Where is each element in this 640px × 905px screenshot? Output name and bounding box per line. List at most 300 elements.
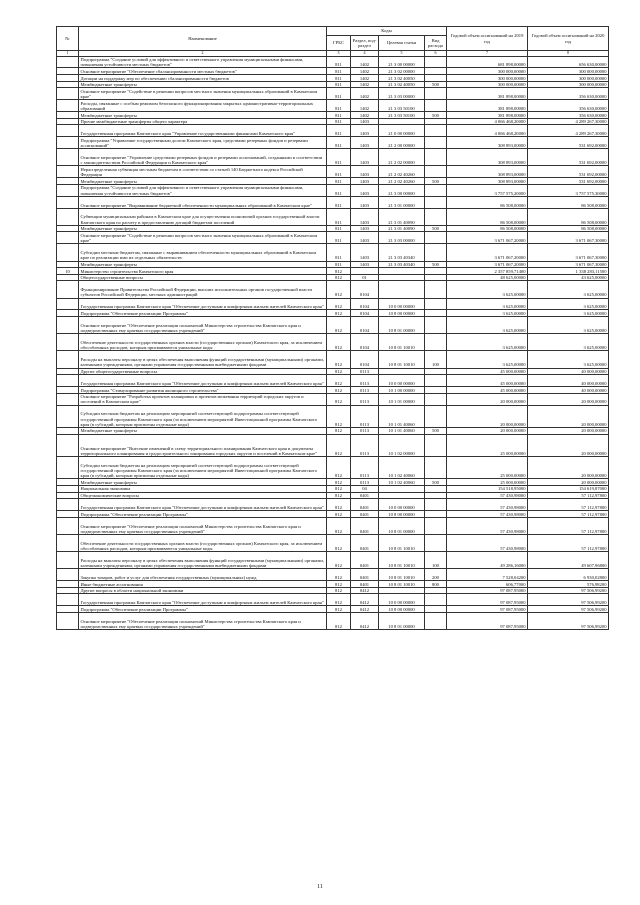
row-vr: 500 <box>425 178 447 185</box>
row-amount-2020: 4 289 267,30000 <box>528 125 609 137</box>
row-amount-2020: 97 506,99200 <box>528 606 609 613</box>
row-vr <box>425 118 447 125</box>
row-name: Субсидии местным бюджетам, связанные с выравниванием обеспеченности муниципальных образований в Камчатском крае по реализации ими их отдельных обязательств <box>79 244 327 261</box>
row-amount-2020: 531 692,00000 <box>528 166 609 178</box>
row-grbs: 812 <box>327 427 351 434</box>
row-rzpr: 0113 <box>351 393 379 405</box>
row-amount-2020: 20 000,00000 <box>528 393 609 405</box>
row-csr: 21 2 02 40260 <box>379 166 425 178</box>
table-row <box>57 612 609 629</box>
row-amount-2019: 86 508,00000 <box>447 208 528 225</box>
row-amount-2019: 300 000,00000 <box>447 68 528 75</box>
row-amount-2020: 20 000,00000 <box>528 405 609 427</box>
row-number <box>57 511 79 518</box>
header-rzpr: Раздел, под-раздел <box>351 36 379 51</box>
row-number <box>57 56 79 68</box>
row-vr <box>425 434 447 456</box>
row-rzpr: 1403 <box>351 244 379 261</box>
row-grbs: 811 <box>327 118 351 125</box>
row-name: Национальная экономика <box>79 486 327 493</box>
row-amount-2019: 45 000,00000 <box>447 375 528 387</box>
row-vr <box>425 511 447 518</box>
row-grbs: 812 <box>327 569 351 581</box>
table-row <box>57 244 609 261</box>
row-name: Основное мероприятие "Обеспечение реализации полномочий Министерства строительства Камчатского края и подведомственных ему краевых государственных учреждений" <box>79 317 327 334</box>
row-vr <box>425 68 447 75</box>
row-amount-2019: 3 671 067,20000 <box>447 261 528 268</box>
row-number <box>57 569 79 581</box>
row-rzpr: 1403 <box>351 125 379 137</box>
row-vr <box>425 232 447 244</box>
row-grbs: 812 <box>327 499 351 511</box>
row-vr <box>425 393 447 405</box>
row-rzpr: 0113 <box>351 427 379 434</box>
row-rzpr: 0113 <box>351 405 379 427</box>
row-name: Основное мероприятие "Содействие в решении вопросов местного значения муниципальных образований в Камчатском крае" <box>79 88 327 100</box>
table-row <box>57 208 609 225</box>
row-rzpr: 1403 <box>351 178 379 185</box>
row-grbs: 811 <box>327 68 351 75</box>
row-grbs: 812 <box>327 517 351 534</box>
row-rzpr: 0113 <box>351 479 379 486</box>
table-row <box>57 569 609 581</box>
row-amount-2020: 531 692,00000 <box>528 137 609 149</box>
header-2020: Годовой объем ассигнований на 2020 год <box>528 27 609 51</box>
row-name: Основное мероприятие "Разработка проектов планировки и проектов межевания территорий городских округов и поселений в Камчатском крае" <box>79 393 327 405</box>
table-row <box>57 225 609 232</box>
row-grbs: 811 <box>327 225 351 232</box>
table-row <box>57 535 609 552</box>
row-vr <box>425 612 447 629</box>
row-rzpr: 1403 <box>351 232 379 244</box>
row-amount-2019: 25 000,00000 <box>447 457 528 479</box>
row-number <box>57 334 79 351</box>
row-number: 10 <box>57 268 79 275</box>
row-rzpr: 1403 <box>351 149 379 166</box>
row-number <box>57 492 79 499</box>
row-name: Основное мероприятие "Выравнивание бюджетной обеспеченности муниципальных образований в Камчатском крае" <box>79 196 327 208</box>
row-name: Прочие межбюджетные трансферты общего характера <box>79 118 327 125</box>
row-amount-2019: 381 898,00000 <box>447 88 528 100</box>
table-row <box>57 112 609 119</box>
row-vr: 100 <box>425 351 447 368</box>
row-name: Государственная программа Камчатского края "Обеспечение доступным и комфортным жильем жителей Камчатского края" <box>79 594 327 606</box>
row-csr: 21 3 01 40090 <box>379 225 425 232</box>
row-amount-2020: 40 000,00000 <box>528 375 609 387</box>
row-vr: 800 <box>425 581 447 588</box>
row-vr <box>425 137 447 149</box>
row-number <box>57 88 79 100</box>
row-amount-2020: 86 508,00000 <box>528 225 609 232</box>
row-name: Основное мероприятие "Управление средствами резервных фондов и резервами ассигнований, созданными в соответствии с законодательством Российской Федерации и Камчатского края" <box>79 149 327 166</box>
row-grbs: 812 <box>327 268 351 275</box>
row-amount-2020: 3 625,00000 <box>528 310 609 317</box>
row-amount-2019: 3 625,00000 <box>447 317 528 334</box>
row-grbs: 812 <box>327 457 351 479</box>
row-vr <box>425 486 447 493</box>
row-grbs: 812 <box>327 612 351 629</box>
row-number <box>57 298 79 310</box>
row-name: Основное мероприятие "Обеспечение реализации полномочий Министерства строительства Камчатского края и подведомственных ему краевых государственных учреждений" <box>79 612 327 629</box>
row-rzpr: 0401 <box>351 492 379 499</box>
row-name: Общеэкономические вопросы <box>79 492 327 499</box>
row-name: Обеспечение деятельности государственных органов власти (государственных органов) Камчатского края, за исключением обособленных расходов, которым присваиваются уникальные коды <box>79 535 327 552</box>
row-name: Государственная программа Камчатского края "Обеспечение доступным и комфортным жильем жителей Камчатского края" <box>79 298 327 310</box>
row-amount-2019: 49 286,16000 <box>447 552 528 569</box>
row-vr <box>425 268 447 275</box>
table-row <box>57 317 609 334</box>
row-name: Основное мероприятие "Содействие в решении вопросов местного значения муниципальных образований в Камчатском крае" <box>79 232 327 244</box>
row-amount-2019: 3 671 067,20000 <box>447 244 528 261</box>
row-number <box>57 552 79 569</box>
row-grbs: 811 <box>327 56 351 68</box>
row-rzpr: 0401 <box>351 552 379 569</box>
table-row <box>57 68 609 75</box>
row-amount-2020: 3 625,00000 <box>528 317 609 334</box>
row-grbs: 812 <box>327 434 351 456</box>
row-csr: 10 8 01 00000 <box>379 517 425 534</box>
row-vr <box>425 56 447 68</box>
row-rzpr: 0104 <box>351 334 379 351</box>
row-amount-2020: 356 630,00000 <box>528 88 609 100</box>
row-grbs: 811 <box>327 232 351 244</box>
row-number <box>57 517 79 534</box>
header-vr: Вид расхода <box>425 36 447 51</box>
row-name: Расходы на выплаты персоналу в целях обеспечения выполнения функций государственными (муниципальными) органами, казенными учреждениями, органами управления государственными внебюджетными фондами <box>79 552 327 569</box>
row-amount-2019: 3 625,00000 <box>447 334 528 351</box>
row-grbs: 811 <box>327 81 351 88</box>
row-amount-2019: 45 000,00000 <box>447 387 528 394</box>
row-vr <box>425 334 447 351</box>
row-rzpr: 0104 <box>351 281 379 298</box>
row-name: Другие общегосударственные вопросы <box>79 368 327 375</box>
row-name: Межбюджетные трансферты <box>79 427 327 434</box>
row-name: Подпрограмма "Обеспечение реализации Программы" <box>79 511 327 518</box>
header-name: Наименование <box>79 27 327 51</box>
row-name: Субсидии местным бюджетам на реализацию мероприятий соответствующей подпрограммы соответствующей государственной программы Камчатского края (за исключением мероприятий Инвестиционной программы Камчатского края (в субсидий, которым присвоены отдельные коды) <box>79 405 327 427</box>
row-name: Межбюджетные трансферты <box>79 225 327 232</box>
row-rzpr: 0113 <box>351 368 379 375</box>
row-number <box>57 427 79 434</box>
row-amount-2020: 3 625,00000 <box>528 298 609 310</box>
row-amount-2019: 3 625,00000 <box>447 298 528 310</box>
row-csr <box>379 268 425 275</box>
row-amount-2020: 531 692,00000 <box>528 149 609 166</box>
row-rzpr <box>351 268 379 275</box>
row-csr: 10 0 00 00000 <box>379 499 425 511</box>
row-rzpr: 0113 <box>351 457 379 479</box>
row-name: Иные бюджетные ассигнования <box>79 581 327 588</box>
row-csr: 10 8 01 00000 <box>379 612 425 629</box>
row-name: Подпрограмма "Обеспечение реализации Программы" <box>79 310 327 317</box>
row-vr <box>425 274 447 281</box>
table-row <box>57 581 609 588</box>
row-rzpr: 1402 <box>351 100 379 112</box>
row-vr <box>425 125 447 137</box>
row-amount-2019: 20 000,00000 <box>447 405 528 427</box>
row-csr: 10 0 00 00000 <box>379 594 425 606</box>
page-number: 11 <box>317 884 323 890</box>
row-csr: 10 1 01 40060 <box>379 405 425 427</box>
row-csr: 21 3 03 00000 <box>379 232 425 244</box>
row-name: Подпрограмма "Управление государственным долгом Камчатского края, средствами резервных фондов и резервами ассигнований" <box>79 137 327 149</box>
table-row <box>57 149 609 166</box>
row-vr <box>425 457 447 479</box>
row-name: Расходы, связанные с особым режимом безопасного функционирования закрытых административно-территориальных образований <box>79 100 327 112</box>
row-number <box>57 535 79 552</box>
row-csr: 10 8 00 00000 <box>379 606 425 613</box>
table-row <box>57 281 609 298</box>
row-amount-2020: 576,98200 <box>528 581 609 588</box>
row-vr <box>425 100 447 112</box>
row-csr: 21 3 01 40090 <box>379 208 425 225</box>
row-rzpr: 1402 <box>351 81 379 88</box>
row-number <box>57 393 79 405</box>
row-grbs: 811 <box>327 112 351 119</box>
row-number <box>57 178 79 185</box>
row-amount-2019: 57 430,98000 <box>447 535 528 552</box>
row-name: Обеспечение деятельности государственных органов власти (государственных органов) Камчатского края, за исключением обособленных расходов, которым присваиваются уникальные коды <box>79 334 327 351</box>
row-number <box>57 81 79 88</box>
row-number <box>57 594 79 606</box>
row-number <box>57 125 79 137</box>
row-amount-2019: 45 000,00000 <box>447 368 528 375</box>
row-number <box>57 149 79 166</box>
row-vr <box>425 594 447 606</box>
row-number <box>57 499 79 511</box>
row-number <box>57 208 79 225</box>
row-number <box>57 166 79 178</box>
table-row <box>57 118 609 125</box>
row-name: Подпрограмма "Стимулирование развития жилищного строительства" <box>79 387 327 394</box>
row-amount-2019: 308 893,00000 <box>447 166 528 178</box>
row-number <box>57 225 79 232</box>
row-amount-2019: 606,77000 <box>447 581 528 588</box>
row-vr <box>425 149 447 166</box>
table-row <box>57 310 609 317</box>
row-amount-2020: 1 338 283,11500 <box>528 268 609 275</box>
row-amount-2019: 7 528,04200 <box>447 569 528 581</box>
row-rzpr: 1403 <box>351 118 379 125</box>
column-index: 1 <box>57 51 79 57</box>
row-grbs: 811 <box>327 184 351 196</box>
row-csr: 21 3 03 50100 <box>379 112 425 119</box>
row-vr <box>425 281 447 298</box>
row-csr: 10 1 01 00000 <box>379 393 425 405</box>
table-body <box>57 56 609 630</box>
row-amount-2020: 656 630,00000 <box>528 56 609 68</box>
row-csr <box>379 274 425 281</box>
row-amount-2020: 97 506,99200 <box>528 594 609 606</box>
row-rzpr: 0401 <box>351 581 379 588</box>
row-grbs: 811 <box>327 166 351 178</box>
row-csr: 21 3 02 40050 <box>379 75 425 82</box>
row-number <box>57 184 79 196</box>
row-grbs: 812 <box>327 393 351 405</box>
row-rzpr: 1403 <box>351 184 379 196</box>
row-rzpr: 1403 <box>351 137 379 149</box>
row-amount-2020: 300 000,00000 <box>528 81 609 88</box>
row-amount-2020: 3 625,00000 <box>528 281 609 298</box>
row-amount-2019: 4 066 468,20000 <box>447 118 528 125</box>
row-amount-2020: 20 000,00000 <box>528 427 609 434</box>
row-name: Межбюджетные трансферты <box>79 81 327 88</box>
row-vr: 200 <box>425 569 447 581</box>
row-grbs: 812 <box>327 492 351 499</box>
table-row <box>57 479 609 486</box>
row-amount-2019: 308 893,00000 <box>447 178 528 185</box>
row-grbs: 811 <box>327 125 351 137</box>
row-vr: 500 <box>425 112 447 119</box>
row-vr <box>425 166 447 178</box>
budget-table <box>56 26 609 630</box>
row-number <box>57 244 79 261</box>
row-csr: 10 1 02 40060 <box>379 479 425 486</box>
row-amount-2020: 57 112,97800 <box>528 517 609 534</box>
table-row <box>57 137 609 149</box>
row-vr: 500 <box>425 81 447 88</box>
row-csr: 10 1 02 00000 <box>379 434 425 456</box>
table-row <box>57 184 609 196</box>
row-amount-2019: 86 508,00000 <box>447 196 528 208</box>
row-name: Межбюджетные трансферты <box>79 479 327 486</box>
row-grbs: 811 <box>327 75 351 82</box>
table-row <box>57 427 609 434</box>
row-rzpr: 0401 <box>351 517 379 534</box>
row-vr <box>425 499 447 511</box>
row-csr: 10 8 01 10010 <box>379 581 425 588</box>
column-index: 2 <box>79 51 327 57</box>
row-vr <box>425 405 447 427</box>
row-grbs: 811 <box>327 88 351 100</box>
row-amount-2020: 20 000,00000 <box>528 457 609 479</box>
row-rzpr: 0104 <box>351 298 379 310</box>
row-amount-2020: 300 000,00000 <box>528 68 609 75</box>
row-amount-2019: 300 000,00000 <box>447 75 528 82</box>
row-vr <box>425 184 447 196</box>
table-row <box>57 261 609 268</box>
row-amount-2020: 3 671 067,30000 <box>528 232 609 244</box>
row-grbs: 811 <box>327 178 351 185</box>
row-name: Подпрограмма "Создание условий для эффективного и ответственного управления муниципальными финансами, повышения устойчивости местных бюджетов" <box>79 184 327 196</box>
table-row <box>57 587 609 594</box>
row-amount-2020: 97 506,99200 <box>528 587 609 594</box>
row-rzpr: 1403 <box>351 196 379 208</box>
row-vr <box>425 196 447 208</box>
table-row <box>57 196 609 208</box>
row-number <box>57 351 79 368</box>
row-csr: 21 3 03 00000 <box>379 88 425 100</box>
column-index: 3 <box>327 51 351 57</box>
row-name: Нераспределенная субвенция местным бюджетам в соответствии со статьей 140 Бюджетного кодекса Российской Федерации <box>79 166 327 178</box>
header-codes: Коды <box>327 27 447 36</box>
row-csr <box>379 587 425 594</box>
column-index: 5 <box>379 51 425 57</box>
row-amount-2020: 3 757 575,30000 <box>528 184 609 196</box>
row-grbs: 812 <box>327 298 351 310</box>
row-number <box>57 434 79 456</box>
row-grbs: 812 <box>327 552 351 569</box>
row-amount-2020: 4 289 267,30000 <box>528 118 609 125</box>
row-amount-2019: 3 625,00000 <box>447 351 528 368</box>
row-csr: 10 8 01 10010 <box>379 552 425 569</box>
table-row <box>57 606 609 613</box>
row-number <box>57 196 79 208</box>
row-grbs: 812 <box>327 317 351 334</box>
header-2019: Годовой объем ассигнований на 2019 год <box>447 27 528 51</box>
row-number <box>57 68 79 75</box>
row-rzpr: 1403 <box>351 208 379 225</box>
row-rzpr: 0412 <box>351 612 379 629</box>
table-row <box>57 232 609 244</box>
table-row <box>57 594 609 606</box>
row-amount-2019: 154 518,95000 <box>447 486 528 493</box>
row-vr: 100 <box>425 552 447 569</box>
row-rzpr: 1403 <box>351 166 379 178</box>
row-csr: 21 2 02 00000 <box>379 149 425 166</box>
row-vr <box>425 517 447 534</box>
row-rzpr: 1403 <box>351 225 379 232</box>
row-amount-2020: 3 625,00000 <box>528 351 609 368</box>
row-number <box>57 261 79 268</box>
row-vr <box>425 535 447 552</box>
row-number <box>57 581 79 588</box>
row-vr <box>425 375 447 387</box>
row-amount-2019: 381 898,00000 <box>447 112 528 119</box>
table-row <box>57 81 609 88</box>
row-amount-2020: 356 630,00000 <box>528 100 609 112</box>
row-csr: 10 8 01 10010 <box>379 569 425 581</box>
row-rzpr: 0412 <box>351 606 379 613</box>
row-amount-2019: 3 625,00000 <box>447 281 528 298</box>
row-name: Министерство строительства Камчатского края <box>79 268 327 275</box>
table-row <box>57 517 609 534</box>
row-grbs: 812 <box>327 368 351 375</box>
table-row <box>57 125 609 137</box>
table-row <box>57 56 609 68</box>
row-name: Государственная программа Камчатского края "Обеспечение доступным и комфортным жильем жителей Камчатского края" <box>79 375 327 387</box>
row-vr <box>425 208 447 225</box>
row-amount-2020: 57 112,97800 <box>528 499 609 511</box>
column-index: 4 <box>351 51 379 57</box>
row-amount-2019: 57 430,98000 <box>447 492 528 499</box>
row-number <box>57 368 79 375</box>
row-rzpr: 0401 <box>351 499 379 511</box>
row-csr <box>379 118 425 125</box>
table-row <box>57 552 609 569</box>
row-amount-2019: 57 430,98000 <box>447 499 528 511</box>
row-amount-2019: 25 000,00000 <box>447 479 528 486</box>
row-amount-2020: 531 692,00000 <box>528 178 609 185</box>
row-number <box>57 100 79 112</box>
row-csr <box>379 492 425 499</box>
row-amount-2020: 86 508,00000 <box>528 196 609 208</box>
row-amount-2020: 40 000,00000 <box>528 387 609 394</box>
table-row <box>57 100 609 112</box>
row-number <box>57 606 79 613</box>
row-rzpr: 04 <box>351 486 379 493</box>
row-amount-2020: 356 630,00000 <box>528 112 609 119</box>
row-amount-2020: 3 671 067,30000 <box>528 244 609 261</box>
row-grbs: 811 <box>327 149 351 166</box>
row-csr: 10 8 01 00000 <box>379 317 425 334</box>
row-csr <box>379 281 425 298</box>
row-amount-2019: 3 757 575,20000 <box>447 184 528 196</box>
row-rzpr: 0113 <box>351 434 379 456</box>
row-number <box>57 75 79 82</box>
row-grbs: 812 <box>327 334 351 351</box>
row-grbs: 811 <box>327 208 351 225</box>
